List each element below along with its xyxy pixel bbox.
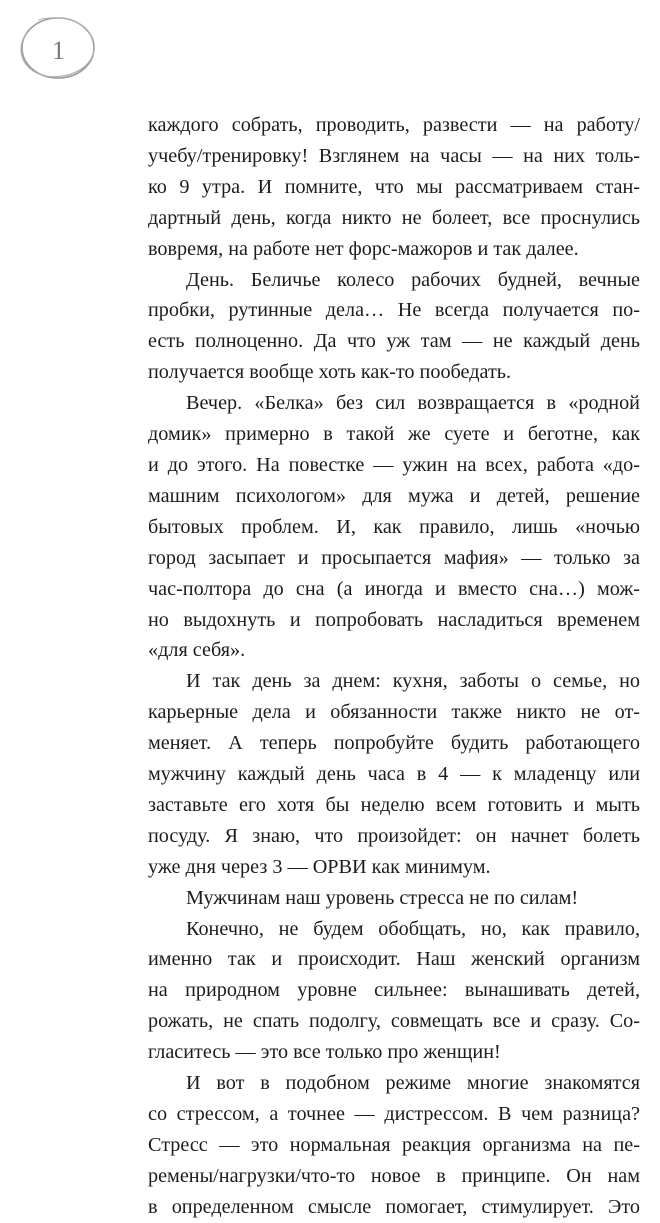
page-number: 1 [52, 36, 65, 65]
text-line: получается вообще хоть как-то пообедать. [148, 361, 512, 384]
text-line: карьерные дела и обязанности также никто не от- [148, 701, 640, 724]
page-number-badge [8, 10, 98, 80]
text-line: и до этого. На повестке — ужин на всех, работа «до- [148, 453, 640, 476]
paragraph [148, 265, 640, 389]
paragraph [148, 666, 640, 882]
text-line: бытовых проблем. И, как правило, лишь «ночью [148, 515, 640, 538]
text-line: И так день за днем: кухня, заботы о семье, но [186, 670, 640, 693]
text-line: меняет. А теперь попробуйте будить работающего [148, 732, 640, 755]
text-line: домик» примерно в такой же суете и беготне, как [148, 423, 640, 446]
text-line: заставьте его хотя бы неделю всем готовить и мыть [148, 793, 640, 816]
text-line: День. Беличье колесо рабочих будней, вечные [186, 268, 640, 291]
text-line: час-полтора до сна (а иногда и вместо сна…) мож- [148, 577, 640, 600]
text-line: именно так и происходит. Наш женский организм [148, 948, 640, 971]
text-line: ремены/нагрузки/что-то новое в принципе. Он нам [148, 1164, 640, 1187]
text-line: есть полноценно. Да что уж там — не каждый день [148, 330, 640, 353]
text-line: Конечно, не будем обобщать, но, как правило, [186, 917, 640, 940]
text-line: ко 9 утра. И помните, что мы рассматриваем стан- [148, 175, 640, 198]
paragraph [148, 1068, 640, 1223]
text-line: «для себя». [148, 639, 246, 662]
paragraph [148, 914, 640, 1069]
paragraph [148, 388, 640, 666]
paragraph [148, 110, 640, 265]
text-line: но выдохнуть и попробовать насладиться временем [148, 608, 640, 631]
text-line: уже дня через 3 — ОРВИ как минимум. [148, 855, 491, 878]
text-line: И вот в подобном режиме многие знакомятся [186, 1072, 640, 1095]
paragraph [148, 883, 640, 914]
text-line: машним психологом» для мужа и детей, решение [148, 484, 640, 507]
text-line: со стрессом, а точнее — дистрессом. В чем разница? [148, 1103, 640, 1125]
text-line: Вечер. «Белка» без сил возвращается в «родной [186, 392, 640, 415]
text-line: дартный день, когда никто не болеет, все проснулись [148, 206, 640, 229]
text-line: мужчину каждый день часа в 4 — к младенцу или [148, 763, 640, 786]
text-line: каждого собрать, проводить, развести — на работу/ [148, 114, 640, 136]
text-line: Стресс — это нормальная реакция организма на пе- [148, 1133, 640, 1156]
text-line: гласитесь — это все только про женщин! [148, 1041, 501, 1064]
text-line: посуду. Я знаю, что произойдет: он начнет болеть [148, 824, 640, 847]
text-line: учебу/тренировку! Взглянем на часы — на них толь- [148, 144, 640, 167]
text-line: город засыпает и просыпается мафия» — только за [148, 546, 640, 569]
body-text [148, 110, 640, 1223]
text-line: пробки, рутинные дела… Не всегда получается по- [148, 299, 640, 322]
text-line: на природном уровне сильнее: вынашивать детей, [148, 979, 640, 1002]
text-line: рожать, не спать подолгу, совмещать все и сразу. Со- [148, 1010, 640, 1033]
text-line: вовремя, на работе нет форс-мажоров и так далее. [148, 237, 579, 260]
text-line: Мужчинам наш уровень стресса не по силам! [186, 886, 579, 909]
text-line: в определенном смысле помогает, стимулирует. Это [148, 1195, 640, 1218]
